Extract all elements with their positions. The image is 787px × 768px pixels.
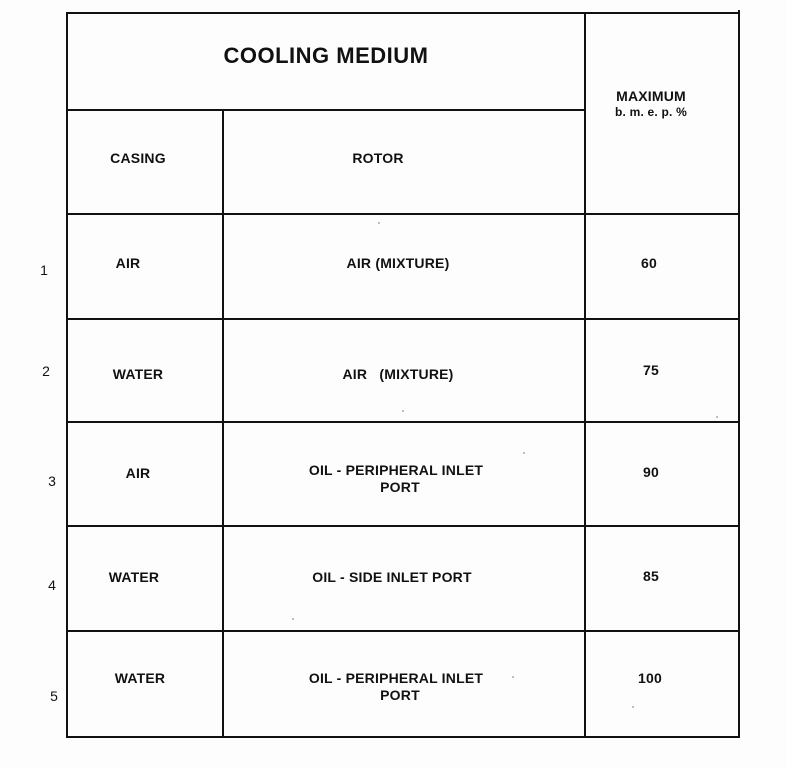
row-separator <box>66 318 740 320</box>
rotor-cell: AIR (MIXTURE) <box>346 255 450 271</box>
rotor-cell-line2: PORT <box>380 479 420 495</box>
scan-speck <box>523 452 525 454</box>
rotor-cell-line2: PORT <box>380 687 420 703</box>
rotor-cell: AIR (MIXTURE) <box>342 366 454 382</box>
casing-heading: CASING <box>110 150 166 166</box>
maximum-cell: 85 <box>643 568 659 584</box>
row-separator <box>66 421 740 423</box>
header-bottom-line <box>66 213 740 215</box>
casing-cell: AIR <box>125 465 151 481</box>
row-number: 2 <box>42 363 50 379</box>
casing-cell: WATER <box>108 569 160 585</box>
cooling-medium-heading: COOLING MEDIUM <box>223 43 429 68</box>
scan-speck <box>716 416 718 418</box>
maximum-cell: 60 <box>641 255 657 271</box>
row-separator <box>66 630 740 632</box>
row-number: 5 <box>50 688 58 704</box>
maximum-subheading: b. m. e. p. % <box>615 105 687 119</box>
scan-speck <box>632 706 634 708</box>
maximum-cell: 90 <box>643 464 659 480</box>
header-subline <box>66 109 586 111</box>
row-number: 3 <box>48 473 56 489</box>
casing-cell: AIR <box>115 255 141 271</box>
casing-cell: WATER <box>112 366 164 382</box>
column-divider-casing-rotor <box>222 110 224 738</box>
rotor-cell: OIL - SIDE INLET PORT <box>312 569 472 585</box>
rotor-cell: OIL - PERIPHERAL INLET <box>308 670 484 686</box>
table-border-bottom <box>66 736 740 738</box>
scan-speck <box>402 410 404 412</box>
scan-speck <box>378 222 380 224</box>
row-separator <box>66 525 740 527</box>
scan-speck <box>292 618 294 620</box>
row-number: 1 <box>40 262 48 278</box>
rotor-cell: OIL - PERIPHERAL INLET <box>308 462 484 478</box>
table-border-top <box>66 12 740 14</box>
maximum-cell: 75 <box>643 362 659 378</box>
maximum-cell: 100 <box>638 670 662 686</box>
rotor-heading: ROTOR <box>352 150 404 166</box>
maximum-heading: MAXIMUM <box>616 88 686 104</box>
casing-cell: WATER <box>114 670 166 686</box>
table-border-right <box>738 10 740 738</box>
scan-speck <box>512 676 514 678</box>
row-number: 4 <box>48 577 56 593</box>
